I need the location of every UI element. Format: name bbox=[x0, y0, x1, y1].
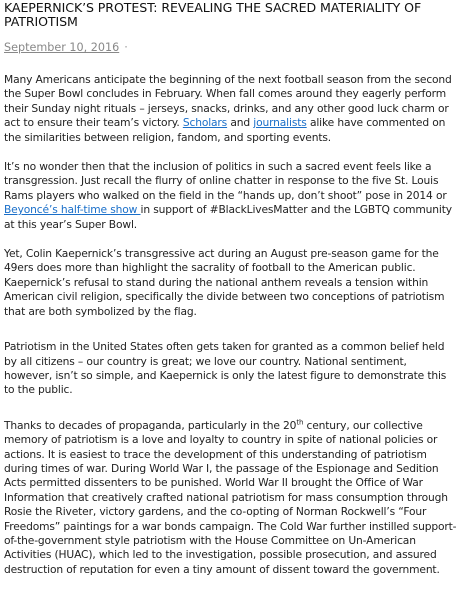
publish-date-link[interactable]: September 10, 2016 bbox=[4, 41, 120, 54]
paragraph-1 bbox=[4, 73, 457, 145]
paragraph-text: Many Americans anticipate the beginning of the next football season from the second the Super Bowl concludes in February. When fall comes around they eagerly perform their Sunday night rituals – jerseys, snacks, drinks, and any other good luck charm or act to ensure their team’s victory. bbox=[4, 73, 452, 130]
paragraph-text: and bbox=[227, 116, 254, 130]
meta-separator: · bbox=[124, 41, 128, 54]
scholars-link[interactable]: Scholars bbox=[182, 116, 228, 130]
paragraph-4: Patriotism in the United States often gets taken for granted as a common belief held by all citizens – our country is great; we love our country. National sentiment, however, isn’t so simple, and Kaepernick is only the latest figure to demonstrate this to the public. bbox=[4, 340, 447, 397]
paragraph-2 bbox=[4, 160, 457, 232]
paragraph-3: Yet, Colin Kaepernick’s transgressive act during an August pre-season game for the 49ers does more than highlight the sacrality of football to the American public. Kaepernick’s refusal to stand during the national anthem reveals a tension within American civil religion, specifically the divide between two conceptions of patriotism that are both symbolized by the flag. bbox=[4, 247, 445, 318]
paragraph-text: It’s no wonder then that the inclusion of politics in such a sacred event feels like a transgression. Just recall the flurry of online chatter in response to the five St. Louis Rams players who walked on the field in the “hands up, don’t shoot” pose in 2014 or bbox=[4, 160, 447, 202]
paragraph-text: Thanks to decades of propaganda, particularly in the 20 bbox=[4, 418, 297, 432]
superscript: th bbox=[296, 418, 304, 427]
article-body bbox=[4, 73, 457, 577]
paragraph-5 bbox=[4, 419, 457, 577]
beyonce-halftime-link[interactable]: Beyoncé’s half-time show bbox=[4, 203, 141, 217]
journalists-link[interactable]: journalists bbox=[253, 116, 307, 130]
article-meta bbox=[4, 41, 457, 55]
paragraph-text: alike have commented on the similarities between religion, fandom, and sporting events. bbox=[4, 116, 446, 144]
paragraph-text: in support of #BlackLivesMatter and the LGBTQ community at this year’s Super Bowl. bbox=[4, 203, 452, 231]
paragraph-text: century, our collective memory of patriotism is a love and loyalty to country in spite of national policies or actions. It is easiest to trace the development of this understanding of patriotism during times of war. During World War I, the passage of the Espionage and Sedition Acts permitted dissenters to be punished. World War II brought the Office of War Information that creatively crafted national patriotism for mass consumption through Rosie the Riveter, victory gardens, and the co-opting of Norman Rockwell’s “Four Freedoms” paintings for a war bonds campaign. The Cold War further instilled support-of-the-government style patriotism with the House Committee on Un-American Activities (HUAC), which led to the investigation, possible prosecution, and assured destruction of reputation for even a tiny amount of dissent toward the government. bbox=[4, 418, 457, 576]
article-title: KAEPERNICK’S PROTEST: REVEALING THE SACRED MATERIALITY OF PATRIOTISM bbox=[4, 0, 422, 29]
